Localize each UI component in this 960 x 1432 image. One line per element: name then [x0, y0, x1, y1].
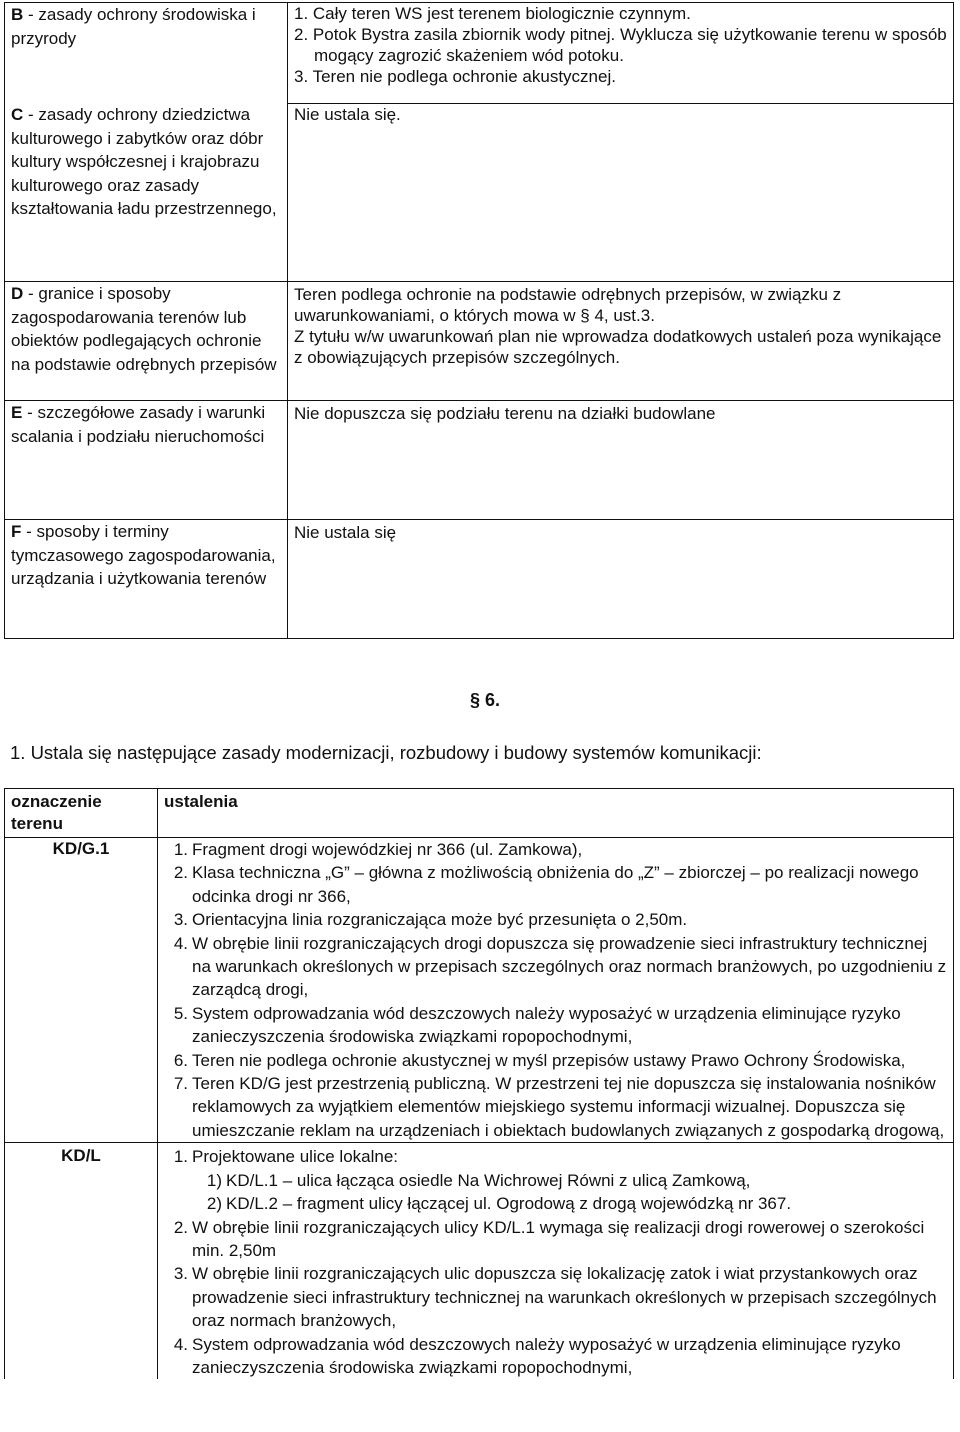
regulations-table: [4, 2, 954, 639]
row-label-cell: [5, 282, 288, 401]
item-text: Projektowane ulice lokalne:: [192, 1147, 399, 1167]
item-number: 4.: [173, 1334, 188, 1354]
row-label-text: - sposoby i terminy tymczasowego zagospodarowania, urządzania i użytkowania terenów: [11, 522, 276, 588]
item-number: 7.: [173, 1074, 188, 1094]
item-text: System odprowadzania wód deszczowych należy wyposażyć w urządzenia eliminujące ryzyko zanieczyszczenia środowiska związkami ropopochodnymi,: [192, 1003, 901, 1047]
list-item: [166, 1192, 947, 1215]
settings-list: [158, 838, 954, 1143]
table-row: [5, 838, 954, 1143]
item-number: 1.: [173, 840, 188, 859]
row-content-cell: [288, 520, 954, 639]
list-item: [166, 1145, 947, 1168]
row-label-cell: [5, 401, 288, 520]
item-number: 5.: [173, 1003, 188, 1023]
row-content-cell: [288, 103, 954, 282]
transport-table: [4, 788, 954, 1379]
row-label-text: - zasady ochrony dziedzictwa kulturowego i zabytków oraz dóbr kultury współczesnej i krajobrazu kulturowego oraz zasady kształtowania ładu przestrzennego,: [11, 105, 277, 218]
list-item: [166, 1072, 947, 1142]
item-number: 3.: [173, 1264, 188, 1284]
table-row: [5, 282, 954, 401]
table-row: [5, 1143, 954, 1380]
list-item: [166, 1262, 947, 1332]
item-text: Teren nie podlega ochronie akustycznej w myśl przepisów ustawy Prawo Ochrony Środowiska,: [192, 1050, 906, 1070]
list-item: Nie dopuszcza się podziału terenu na działki budowlane: [294, 404, 716, 423]
item-text: Teren KD/G jest przestrzenią publiczną. W przestrzeni tej nie dopuszcza się instalowania nośników reklamowych za wyjątkiem elementów miejskiego systemu informacji wizualnej. Dopuszcza się umieszczanie reklam na urządzeniach i obiektach budowlanych związanych z gospodarką drogową,: [192, 1074, 945, 1140]
settings-list: [158, 1143, 954, 1380]
column-header-designation: oznaczenie terenu: [5, 789, 158, 838]
list-item: [166, 1049, 947, 1072]
list-item: [166, 838, 947, 861]
row-label-cell: [5, 3, 288, 104]
item-text: W obrębie linii rozgraniczających ulicy KD/L.1 wymaga się realizacji drogi rowerowej o szerokości min. 2,50m: [192, 1217, 925, 1260]
row-label-letter: B: [11, 5, 24, 24]
item-number: 2): [206, 1194, 222, 1214]
table-header-row: [5, 789, 954, 838]
table-row: [5, 3, 954, 104]
list-item: [166, 908, 947, 931]
item-text: KD/L.1 – ulica łącząca osiedle Na Wichrowej Równi z ulicą Zamkową,: [226, 1170, 751, 1190]
list-item: [166, 1002, 947, 1049]
table-row: [5, 103, 954, 282]
list-item: [166, 1333, 947, 1380]
item-text: W obrębie linii rozgraniczających drogi dopuszcza się prowadzenie sieci infrastruktury technicznej na warunkach określonych w przepisach szczególnych oraz normach branżowych, po uzgodnieniu z zarządcą drogi,: [192, 933, 947, 1000]
item-text: System odprowadzania wód deszczowych należy wyposażyć w urządzenia eliminujące ryzyko zanieczyszczenia środowiska związkami ropopochodnymi,: [192, 1334, 901, 1377]
item-text: W obrębie linii rozgraniczających ulic dopuszcza się lokalizację zatok i wiat przystankowych oraz prowadzenie sieci infrastruktury technicznej na warunkach określonych w przepisach szczególnych oraz normach branżowych,: [192, 1264, 937, 1331]
item-number: 2.: [173, 863, 188, 883]
item-text: Fragment drogi wojewódzkiej nr 366 (ul. Zamkowa),: [192, 840, 583, 859]
list-item: 3. Teren nie podlega ochronie akustycznej.: [294, 67, 616, 86]
list-item: 1. Cały teren WS jest terenem biologicznie czynnym.: [294, 4, 691, 23]
list-item: [166, 932, 947, 1002]
item-text: Klasa techniczna „G” – główna z możliwością obniżenia do „Z” – zbiorczej – po realizacji nowego odcinka drogi nr 366,: [192, 863, 919, 906]
item-number: 3.: [173, 910, 188, 930]
table-row: [5, 520, 954, 639]
row-label-cell: [5, 520, 288, 639]
list-item: [166, 861, 947, 908]
section-intro: 1. Ustala się następujące zasady modernizacji, rozbudowy i budowy systemów komunikacji:: [10, 742, 762, 763]
list-item: Nie ustala się.: [294, 104, 401, 124]
row-label-cell: [5, 103, 288, 282]
row-label-letter: D: [11, 284, 24, 303]
row-content-cell: [288, 3, 954, 104]
row-label-letter: C: [11, 105, 24, 124]
list-item: Z tytułu w/w uwarunkowań plan nie wprowadza dodatkowych ustaleń poza wynikające z obowiązujących przepisów szczególnych.: [294, 327, 942, 367]
table-row: [5, 401, 954, 520]
section-title: § 6.: [469, 690, 501, 710]
item-number: 1): [206, 1170, 222, 1190]
item-text: Orientacyjna linia rozgraniczająca może być przesunięta o 2,50m.: [192, 910, 688, 930]
row-label-letter: E: [11, 403, 23, 422]
item-number: 4.: [173, 933, 188, 953]
area-code: KD/L: [5, 1143, 158, 1380]
item-text: KD/L.2 – fragment ulicy łączącej ul. Ogrodową z drogą wojewódzką nr 367.: [226, 1194, 792, 1214]
list-item: 2. Potok Bystra zasila zbiornik wody pitnej. Wyklucza się użytkowanie terenu w sposób mogący zagrozić skażeniem wód potoku.: [294, 25, 947, 65]
item-number: 1.: [173, 1147, 188, 1167]
row-label-letter: F: [11, 522, 22, 541]
column-header-settings: ustalenia: [158, 789, 954, 838]
row-content-cell: [288, 282, 954, 401]
list-item: Teren podlega ochronie na podstawie odrębnych przepisów, w związku z uwarunkowaniami, o których mowa w § 4, ust.3.: [294, 285, 842, 325]
item-number: 2.: [173, 1217, 188, 1237]
row-label-text: - granice i sposoby zagospodarowania terenów lub obiektów podlegających ochronie na podstawie odrębnych przepisów: [11, 284, 277, 374]
row-label-text: - zasady ochrony środowiska i przyrody: [11, 5, 256, 48]
list-item: [166, 1216, 947, 1263]
item-number: 6.: [173, 1050, 188, 1070]
row-content-cell: [288, 401, 954, 520]
list-item: Nie ustala się: [294, 523, 397, 542]
area-code: KD/G.1: [5, 838, 158, 1143]
row-label-text: - szczegółowe zasady i warunki scalania i podziału nieruchomości: [11, 403, 266, 446]
list-item: [166, 1169, 947, 1192]
